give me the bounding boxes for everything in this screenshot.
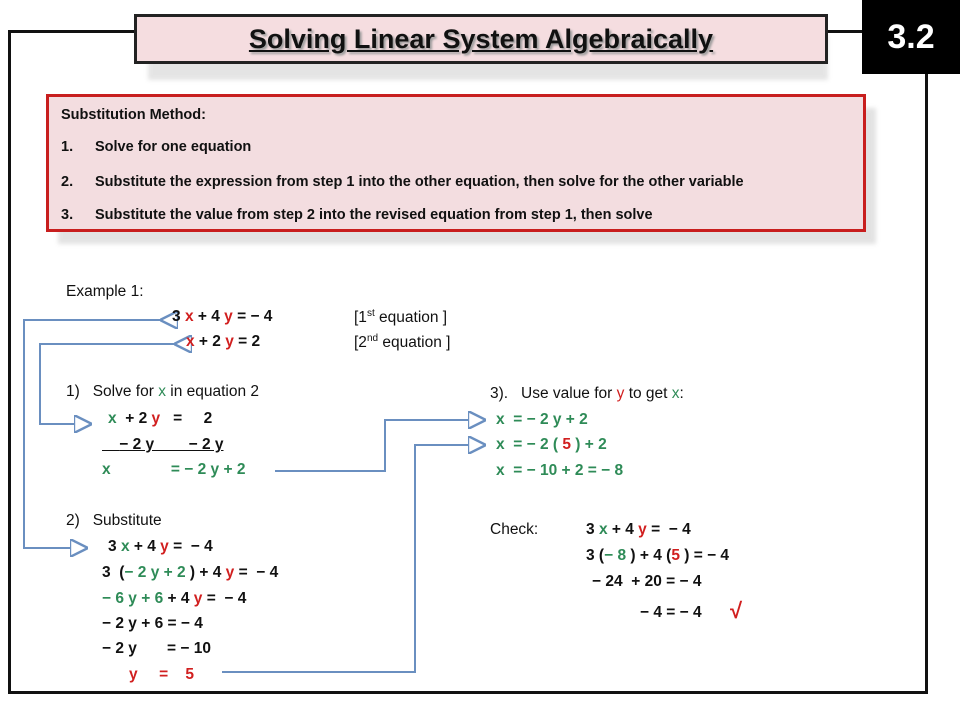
step2-line-6: y = 5 [129, 666, 195, 683]
step3-line-3: x = − 10 + 2 = − 8 [496, 462, 624, 479]
step3-heading: 3). Use value for y to get x: [490, 385, 684, 402]
step2-line-5: − 2 y = − 10 [102, 640, 212, 657]
check-label: Check: [490, 521, 539, 538]
equation-2: x + 2 y = 2 [186, 333, 261, 350]
section-number: 3.2 [887, 17, 935, 56]
check-line-1: 3 x + 4 y = − 4 [586, 521, 691, 538]
step3-line-1: x = − 2 y + 2 [496, 411, 588, 428]
step2-line-3: − 6 y + 6 + 4 y = − 4 [102, 590, 247, 607]
check-line-2: 3 (− 8 ) + 4 (5 ) = − 4 [586, 547, 730, 564]
step2-line-4: − 2 y + 6 = − 4 [102, 615, 203, 632]
step1-heading: 1) Solve for x in equation 2 [66, 383, 260, 400]
step1-line-1: x + 2 y = 2 [108, 410, 213, 427]
check-line-3: − 24 + 20 = − 4 [592, 573, 702, 590]
equation-1: 3 x + 4 y = − 4 [172, 308, 273, 325]
method-step-2: 2. Substitute the expression from step 1 into the other equation, then solve for the other variable [61, 174, 744, 190]
method-step-1: 1. Solve for one equation [61, 139, 252, 155]
equation-2-note: [2nd equation ] [354, 333, 451, 352]
arrow-y-to-use [222, 445, 484, 672]
step3-line-2: x = − 2 ( 5 ) + 2 [496, 436, 607, 453]
example-label: Example 1: [66, 283, 144, 300]
step2-line-2: 3 (− 2 y + 2 ) + 4 y = − 4 [102, 564, 279, 581]
step1-line-2: − 2 y − 2 y [119, 436, 224, 453]
step2-heading: 2) Substitute [66, 512, 162, 529]
check-line-4: − 4 = − 4 [640, 604, 702, 621]
method-step-3: 3. Substitute the value from step 2 into the revised equation from step 1, then solve [61, 207, 653, 223]
step2-line-1: 3 x + 4 y = − 4 [108, 538, 213, 555]
method-heading: Substitution Method: [61, 107, 206, 123]
slide-title: Solving Linear System Algebraically [248, 23, 714, 54]
step1-line-3: x = − 2 y + 2 [102, 461, 246, 478]
equation-1-note: [1st equation ] [354, 308, 448, 327]
checkmark-icon: √ [730, 598, 743, 623]
